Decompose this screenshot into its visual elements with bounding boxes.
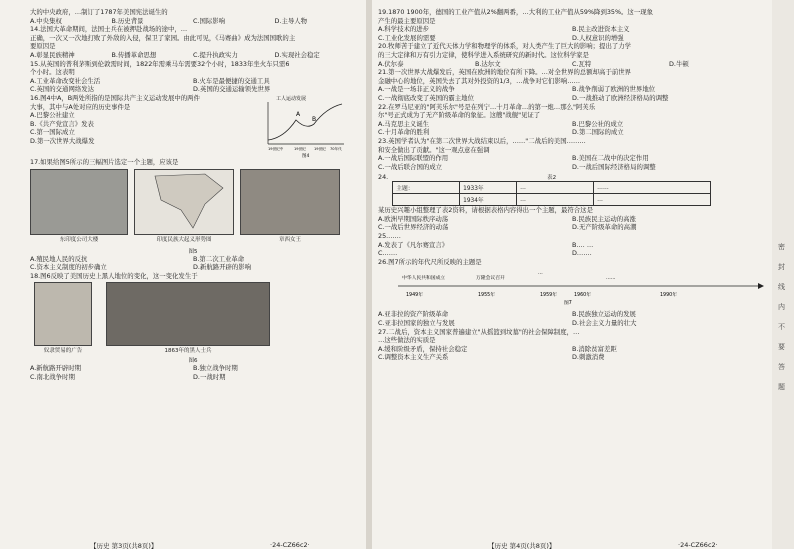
option: D.刺激消费 — [572, 353, 605, 362]
question-25-text: 25.…… — [378, 232, 401, 241]
question-20-text: 20.牧师苦于建立了近代天体力学和物理学的体系，对人类产生了巨大的影响；提出了力学 — [378, 42, 632, 51]
option: B.民族民主运动的高涨 — [572, 214, 636, 223]
table-cell: 主题： — [393, 182, 460, 194]
timeline-year: 1949年 — [406, 293, 424, 299]
figure-5-label: 图5 — [188, 248, 198, 255]
option: C.…… — [378, 249, 398, 258]
question-21-text: 21.第一次世界大战爆发后，英国在欧洲的地位有所下降。…对全世界的总额却高于前世界 — [378, 68, 632, 77]
timeline-year: 1990年 — [660, 293, 678, 299]
question-18-options — [30, 364, 356, 381]
exam-code: ·24-CZ66c2· — [678, 541, 718, 549]
east-india-company-photo — [30, 169, 128, 235]
question-13-text: 大的中央政府，…制订了1787年美国宪法诞生的 — [30, 8, 168, 16]
option: D.社会主义力量的壮大 — [572, 319, 637, 328]
chart-tick: 19世纪 — [314, 146, 326, 151]
option: A.中央集权 — [30, 16, 62, 25]
question-19-text: 19.1870 1900年，德国的工业产值从2%翻两番，…大利的工业产值从59%降到35%。这一现象 — [378, 8, 653, 16]
option: B.民族独立运动的发展 — [572, 310, 636, 319]
option: A.亚非拉的资产阶级革命 — [378, 310, 449, 319]
option: B.美国在二战中的决定作用 — [572, 154, 649, 163]
option: D.实现社会稳定 — [274, 50, 320, 59]
option: D.新航路开辟的影响 — [193, 263, 252, 272]
india-map — [134, 169, 234, 235]
timeline-year: 1960年 — [574, 293, 592, 299]
option: A.一战后国际联盟的作用 — [378, 154, 449, 163]
timeline-label: 中华人民共和国成立 — [402, 276, 446, 282]
queen-portrait — [240, 169, 340, 235]
option: D.一战后国际经济格局的调整 — [572, 162, 656, 171]
figure-5 — [30, 169, 356, 247]
question-21-options — [378, 85, 766, 102]
option: D.第一次世界大战爆发 — [30, 136, 95, 145]
exam-page-right — [372, 0, 772, 549]
option: C.十月革命的胜利 — [378, 128, 430, 137]
caption: 1863年的黑人士兵 — [164, 348, 212, 355]
map-icon — [135, 170, 235, 234]
option: C.瓦特 — [572, 59, 592, 68]
option: C.调整资本主义生产关系 — [378, 353, 449, 362]
option: A.彰显民族精神 — [30, 50, 75, 59]
table-cell: …… — [594, 182, 711, 194]
option: C.亚非拉国家的独立与发展 — [378, 319, 455, 328]
option: B.战争削弱了欧洲的世界地位 — [572, 85, 656, 94]
question-22-text-2: 尔"号正式成为了无产阶级革命的象征。这艘"战舰"见证了 — [378, 111, 541, 120]
question-20-options — [378, 60, 766, 69]
question-23-options — [378, 154, 766, 171]
option: A.一战是一场非正义的战争 — [378, 85, 455, 94]
question-26-options — [378, 310, 766, 327]
question-21-text-2: 金融中心的地位，英国失去了其对外投资的1/3，…战争对它们影响…… — [378, 76, 581, 85]
exam-page-left — [0, 0, 366, 549]
table-cell: … — [594, 194, 711, 206]
option: A.科学技术的进步 — [378, 25, 430, 34]
question-24-number: 24. — [378, 173, 389, 182]
option: C.提升执政实力 — [193, 50, 238, 59]
option: C.第一国际成立 — [30, 128, 75, 137]
option: D.英国的交通运输领先世界 — [193, 85, 271, 94]
question-14-options — [30, 51, 356, 60]
binding-char: 密 — [778, 243, 785, 251]
option: C.资本主义制度的初步确立 — [30, 263, 107, 272]
option: A.马克思主义诞生 — [378, 119, 430, 128]
option: A.伏尔泰 — [378, 59, 404, 68]
timeline-label: … — [538, 271, 543, 277]
option: B.民主改进资本主义 — [572, 25, 630, 34]
chart-tick: 19世纪 — [294, 146, 306, 151]
option: D.第二国际的成立 — [572, 128, 624, 137]
binding-char: 不 — [778, 323, 785, 331]
figure-7-label: 图7 — [564, 301, 572, 307]
table-cell: 1934年 — [460, 194, 517, 206]
option: B.第二次工业革命 — [193, 254, 245, 263]
option: C.南北战争时期 — [30, 372, 75, 381]
option: C.一战后世界经济的动荡 — [378, 223, 449, 232]
option: A.欧洲早期国际秩序动荡 — [378, 214, 449, 223]
figure-6 — [34, 282, 356, 356]
question-14-text-2: 正确，一次又一次地打败了外敌的入侵，保卫了家园。由此可见，《马赛曲》成为法国国歌的主 — [30, 33, 296, 42]
option: C.国际影响 — [193, 16, 226, 25]
question-27-text: 27.二战后，资本主义国家普遍建立"从摇篮到坟墓"的社会保障制度，… — [378, 327, 580, 336]
question-16-text-2: 大事，其中与A处对应的历史事件是 — [30, 102, 131, 111]
option: B.火车是最便捷的交通工具 — [193, 76, 270, 85]
question-14-text: 14.法国大革命期间，法国士兵在被押赴战场的途中，… — [30, 25, 188, 34]
arrow-icon — [758, 283, 764, 289]
chart-point-b: B — [312, 115, 317, 123]
question-19-options — [378, 25, 766, 42]
option: D.无产阶级革命的高潮 — [572, 223, 637, 232]
question-23-text: 23.英国学者认为"在第二次世界大战结束以后，……"二战后的美国……… — [378, 136, 586, 145]
caption: 奴隶贸易的广告 — [43, 348, 83, 355]
option: B.达尔文 — [475, 59, 501, 68]
option: D.人权意识的增强 — [572, 33, 624, 42]
table-cell: 1933年 — [460, 182, 517, 194]
question-25-options — [378, 241, 766, 258]
question-18-text: 18.图6反映了美国历史上黑人地位的变化，这一变化发生于 — [30, 271, 198, 280]
option: C.一战彻底改变了英国的霸主地位 — [378, 93, 474, 102]
option: A.新航路开辟时期 — [30, 364, 82, 373]
chart-tick: 19世纪中 — [268, 146, 284, 151]
option: A.巴黎公社建立 — [30, 111, 75, 120]
question-22-text: 22.在罗马尼亚的"阿芙乐尔"号是在列宁…十月革命…的第一炮…那么"阿芙乐 — [378, 102, 596, 111]
chart-title: 工人运动发展 — [276, 95, 307, 102]
slave-trade-poster — [34, 282, 92, 346]
page-number: 【历史 第3页(共8页)】 — [90, 542, 158, 549]
figure-7-timeline — [378, 266, 766, 306]
question-20-text-2: 的三大定律和万有引力定律，使科学进入系统研究的新时代。这位科学家是 — [378, 50, 589, 59]
page-number: 【历史 第4页(共8页)】 — [488, 542, 556, 549]
question-14-text-3: 要原因是 — [30, 42, 56, 51]
question-15-text-2: 个小时。这表明 — [30, 68, 75, 77]
question-24-text: 某历史兴趣小组整理了表2资料，请根据表格内容得出一个主题，最符合这是 — [378, 206, 593, 215]
question-19-text-2: 产生的最主要原因是 — [378, 16, 436, 25]
chart-point-a: A — [296, 110, 301, 118]
question-27-text-2: …这些做法的实质是 — [378, 336, 436, 345]
option: A.发表了《凡尔赛宣言》 — [378, 240, 449, 249]
option: B.传播革命思想 — [111, 50, 157, 59]
table-row — [393, 182, 711, 194]
option: C.英国的交通网络发达 — [30, 85, 95, 94]
figure-6-label: 图6 — [188, 358, 198, 365]
option: C.一战后联合国的成立 — [378, 162, 443, 171]
binding-char: 题 — [778, 383, 785, 391]
binding-char: 线 — [778, 283, 785, 291]
option: D.…… — [572, 249, 592, 258]
option: B.消除贫富差距 — [572, 344, 617, 353]
table-cell: … — [517, 182, 594, 194]
question-15-text: 15.从英国的普利茅斯到伦敦需时间，1822年需乘马车需要32个小时，1833年坐火车只需6 — [30, 59, 290, 68]
option: B.独立战争时期 — [193, 364, 238, 373]
table-cell: … — [517, 194, 594, 206]
question-13-options — [30, 17, 356, 26]
question-17-text: 17.如果给图5所示的三幅图片选定一个主题，应该是 — [30, 157, 179, 166]
binding-strip — [772, 0, 794, 549]
option: D.牛顿 — [669, 59, 689, 68]
table-cell — [393, 194, 460, 206]
option: B.… … — [572, 240, 594, 249]
question-16-text: 16.图4中A，B两处所指的是国际共产主义运动发展中的两件 — [30, 93, 200, 102]
question-16-block — [30, 94, 356, 158]
question-24-block — [378, 173, 766, 206]
question-24-options — [378, 215, 766, 232]
binding-char: 答 — [778, 363, 785, 371]
timeline-year: 1959年 — [540, 293, 558, 299]
exam-code: ·24-CZ66c2· — [270, 541, 310, 549]
figure-4-chart — [246, 94, 346, 158]
table-row — [393, 194, 711, 206]
table-title: 表2 — [547, 175, 557, 182]
option: A.工业革命改变社会生活 — [30, 76, 101, 85]
question-26-text: 26.图7所示的年代尺所反映的主题是 — [378, 257, 482, 266]
table-2 — [392, 181, 711, 206]
chart-tick: 70年代 — [330, 146, 342, 151]
binding-char: 内 — [778, 303, 785, 311]
caption: 东印度公司大楼 — [59, 236, 99, 243]
question-27-options — [378, 345, 766, 362]
option: A.缓和阶级矛盾，保持社会稳定 — [378, 344, 468, 353]
question-17-options — [30, 255, 356, 272]
question-23-text-2: 和安全做出了贡献。"这一观点意在强调 — [378, 145, 490, 154]
binding-char: 封 — [778, 263, 785, 271]
option: B.巴黎公社的成立 — [572, 119, 624, 128]
option: D.主导人物 — [274, 16, 308, 25]
option: B.历史背景 — [111, 16, 144, 25]
timeline-year: 1955年 — [478, 293, 496, 299]
option: C.工业化发展的需要 — [378, 33, 436, 42]
timeline-label: …… — [606, 276, 616, 282]
option: A.殖民地人民的反抗 — [30, 254, 88, 263]
timeline-label: 万隆会议召开 — [476, 276, 505, 282]
question-15-options — [30, 77, 356, 94]
option: D.一战时期 — [193, 372, 226, 381]
option: B.《共产党宣言》发表 — [30, 119, 94, 128]
binding-char: 要 — [778, 343, 785, 351]
black-soldiers-photo — [106, 282, 270, 346]
caption: 章西女王 — [278, 236, 301, 243]
question-22-options — [378, 120, 766, 137]
caption: 印度民族大起义形势图 — [156, 236, 212, 243]
trend-line — [268, 104, 342, 140]
figure-4-label: 图4 — [302, 153, 310, 158]
option: D.一战推动了欧洲经济格局的调整 — [572, 93, 669, 102]
